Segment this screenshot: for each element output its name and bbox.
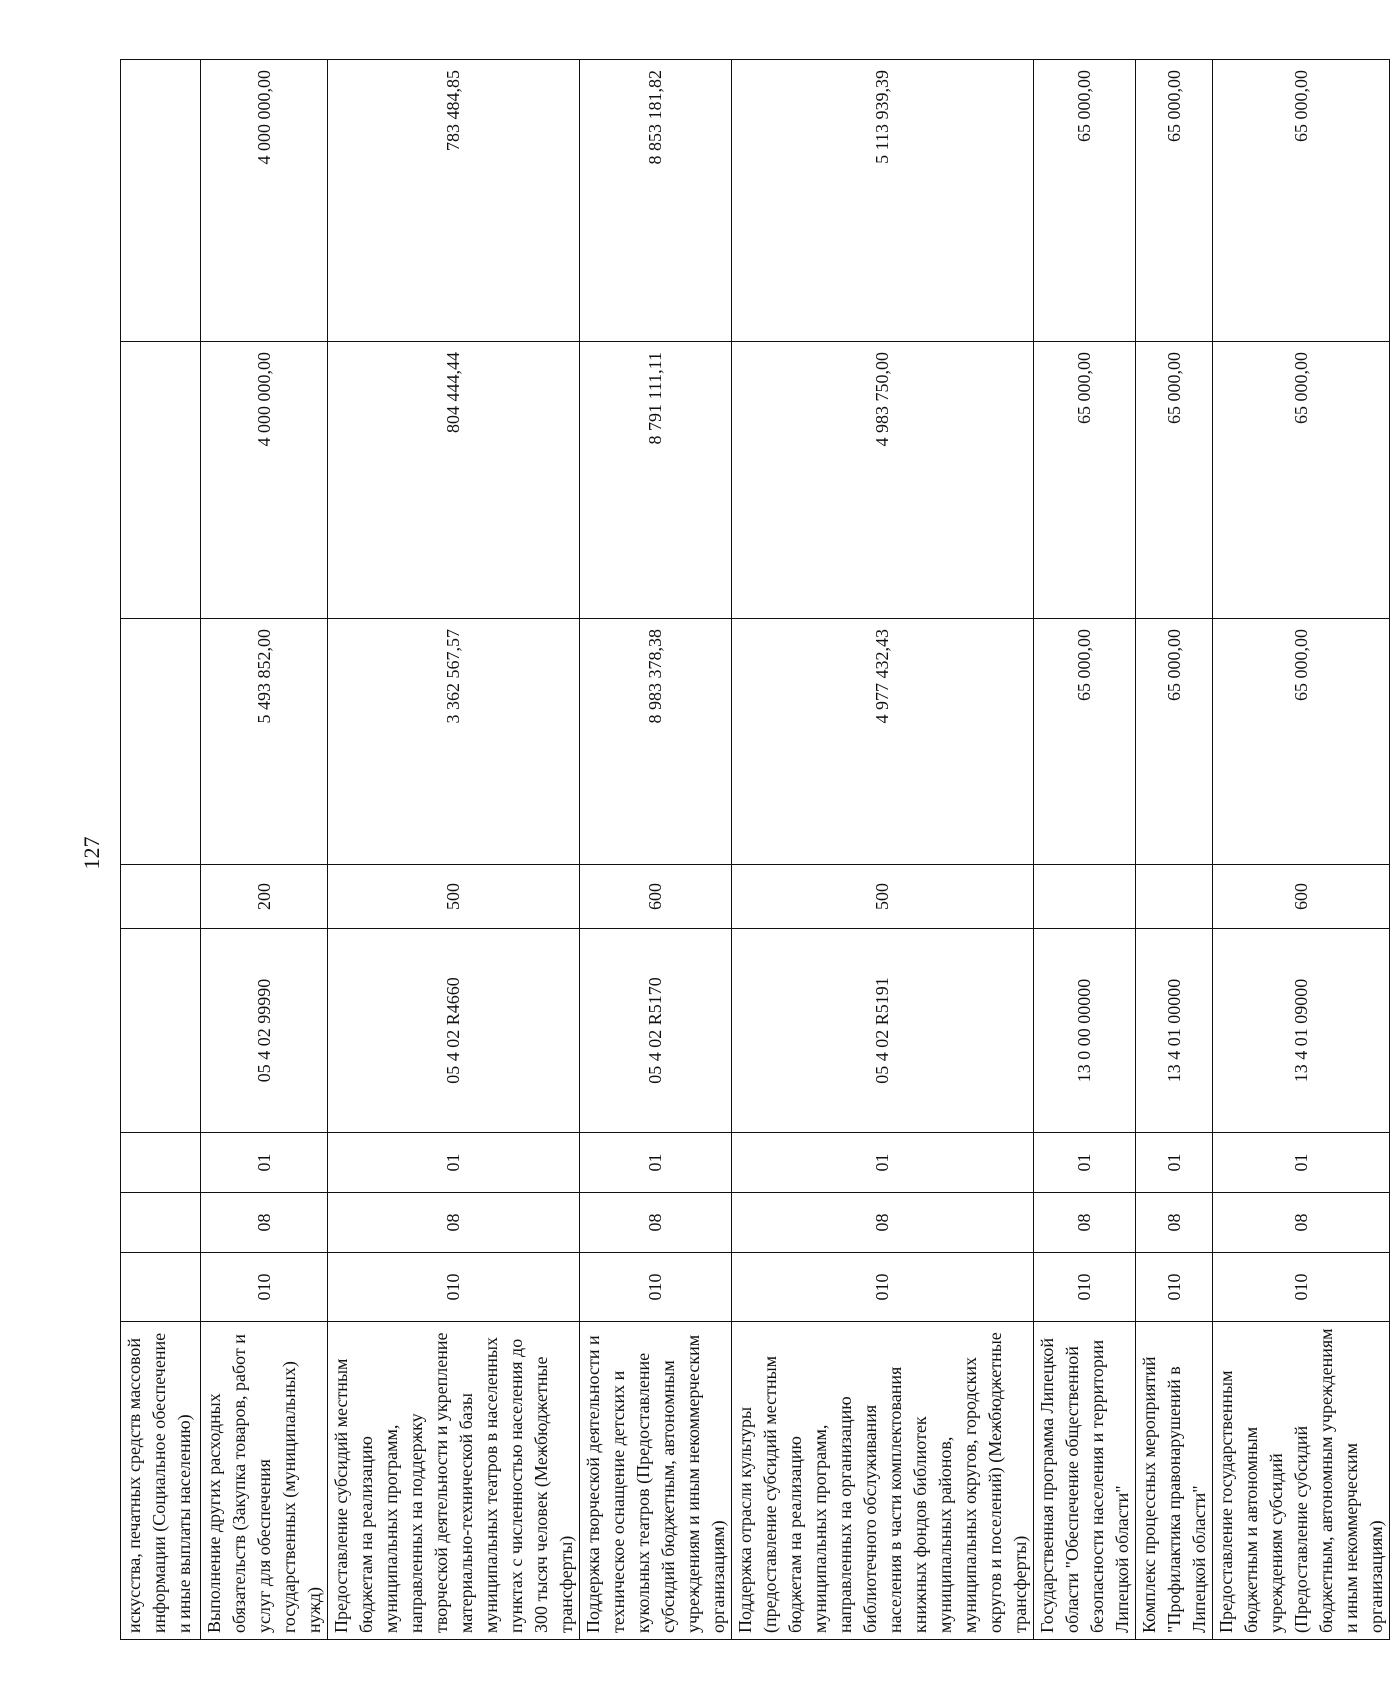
cell-section: 08 [732,1193,1034,1253]
cell-sum-1 [121,619,201,865]
cell-name: Предоставление государственным бюджетным и автономным учреждениям субсидий (Предоставление субсидий бюджетным, автономным учреждениям и иным некоммерческим организациям) [1213,1322,1390,1640]
cell-subsection: 01 [1034,1133,1136,1193]
cell-admin-code: 010 [201,1253,328,1322]
cell-sum-2: 804 444,44 [328,342,580,619]
cell-sum-3: 65 000,00 [1034,60,1136,342]
cell-target-code [121,929,201,1133]
cell-sum-2: 65 000,00 [1136,342,1213,619]
cell-name: Выполнение других расходных обязательств (Закупка товаров, работ и услуг для обеспечения государственных (муниципальных) нужд) [201,1322,328,1640]
cell-expense-type [1136,865,1213,929]
cell-admin-code: 010 [1136,1253,1213,1322]
cell-expense-type [121,865,201,929]
cell-subsection: 01 [1213,1133,1390,1193]
cell-target-code: 05 4 02 R5191 [732,929,1034,1133]
cell-sum-2: 65 000,00 [1034,342,1136,619]
cell-subsection: 01 [201,1133,328,1193]
cell-admin-code: 010 [580,1253,732,1322]
cell-subsection [121,1133,201,1193]
cell-sum-3: 8 853 181,82 [580,60,732,342]
cell-admin-code: 010 [1034,1253,1136,1322]
cell-sum-1: 65 000,00 [1136,619,1213,865]
budget-table-rotated [120,60,1386,1640]
cell-sum-2: 4 983 750,00 [732,342,1034,619]
cell-expense-type: 200 [201,865,328,929]
cell-target-code: 13 0 00 00000 [1034,929,1136,1133]
cell-subsection: 01 [580,1133,732,1193]
cell-name: Поддержка отрасли культуры (предоставление субсидий местным бюджетам на реализацию муниципальных программ, направленных на организацию библиотечного обслуживания населения в части комплектования книжных фондов библиотек муниципальных районов, муниципальных округов, городских округов и поселений) (Межбюджетные трансферты) [732,1322,1034,1640]
cell-section: 08 [1213,1193,1390,1253]
cell-target-code: 13 4 01 00000 [1136,929,1213,1133]
cell-target-code: 05 4 02 R4660 [328,929,580,1133]
cell-sum-1: 4 977 432,43 [732,619,1034,865]
cell-name: Государственная программа Липецкой области "Обеспечение общественной безопасности населения и территории Липецкой области" [1034,1322,1136,1640]
cell-admin-code [121,1253,201,1322]
cell-subsection: 01 [328,1133,580,1193]
cell-section [121,1193,201,1253]
table-row [580,60,732,1640]
cell-sum-3: 65 000,00 [1136,60,1213,342]
table-row [201,60,328,1640]
cell-expense-type: 500 [328,865,580,929]
cell-section: 08 [580,1193,732,1253]
cell-expense-type: 600 [580,865,732,929]
cell-sum-3: 783 484,85 [328,60,580,342]
cell-target-code: 05 4 02 R5170 [580,929,732,1133]
cell-sum-3: 65 000,00 [1213,60,1390,342]
cell-section: 08 [1034,1193,1136,1253]
cell-subsection: 01 [1136,1133,1213,1193]
cell-expense-type [1034,865,1136,929]
cell-admin-code: 010 [1213,1253,1390,1322]
cell-sum-2 [121,342,201,619]
table-row [328,60,580,1640]
cell-section: 08 [201,1193,328,1253]
cell-sum-1: 3 362 567,57 [328,619,580,865]
budget-table [120,59,1390,1640]
page-number: 127 [79,836,104,870]
cell-name: искусства, печатных средств массовой информации (Социальное обеспечение и иные выплаты населению) [121,1322,201,1640]
cell-admin-code: 010 [732,1253,1034,1322]
cell-sum-1: 65 000,00 [1034,619,1136,865]
cell-expense-type: 600 [1213,865,1390,929]
cell-section: 08 [328,1193,580,1253]
cell-sum-1: 5 493 852,00 [201,619,328,865]
cell-section: 08 [1136,1193,1213,1253]
cell-target-code: 13 4 01 09000 [1213,929,1390,1133]
table-row [1213,60,1390,1640]
cell-admin-code: 010 [328,1253,580,1322]
cell-name: Поддержка творческой деятельности и техническое оснащение детских и кукольных театров (Предоставление субсидий бюджетным, автономным учреждениям и иным некоммерческим организациям) [580,1322,732,1640]
cell-sum-1: 65 000,00 [1213,619,1390,865]
cell-subsection: 01 [732,1133,1034,1193]
table-row [732,60,1034,1640]
cell-sum-3 [121,60,201,342]
table-row [121,60,201,1640]
table-row [1136,60,1213,1640]
cell-name: Предоставление субсидий местным бюджетам на реализацию муниципальных программ, направленных на поддержку творческой деятельности и укрепление материально-технической базы муниципальных театров в населенных пунктах с численностью населения до 300 тысяч человек (Межбюджетные трансферты) [328,1322,580,1640]
cell-sum-2: 4 000 000,00 [201,342,328,619]
cell-sum-2: 8 791 111,11 [580,342,732,619]
cell-target-code: 05 4 02 99990 [201,929,328,1133]
cell-sum-3: 5 113 939,39 [732,60,1034,342]
table-row [1034,60,1136,1640]
cell-sum-3: 4 000 000,00 [201,60,328,342]
cell-sum-1: 8 983 378,38 [580,619,732,865]
cell-sum-2: 65 000,00 [1213,342,1390,619]
cell-expense-type: 500 [732,865,1034,929]
cell-name: Комплекс процессных мероприятий "Профилактика правонарушений в Липецкой области" [1136,1322,1213,1640]
